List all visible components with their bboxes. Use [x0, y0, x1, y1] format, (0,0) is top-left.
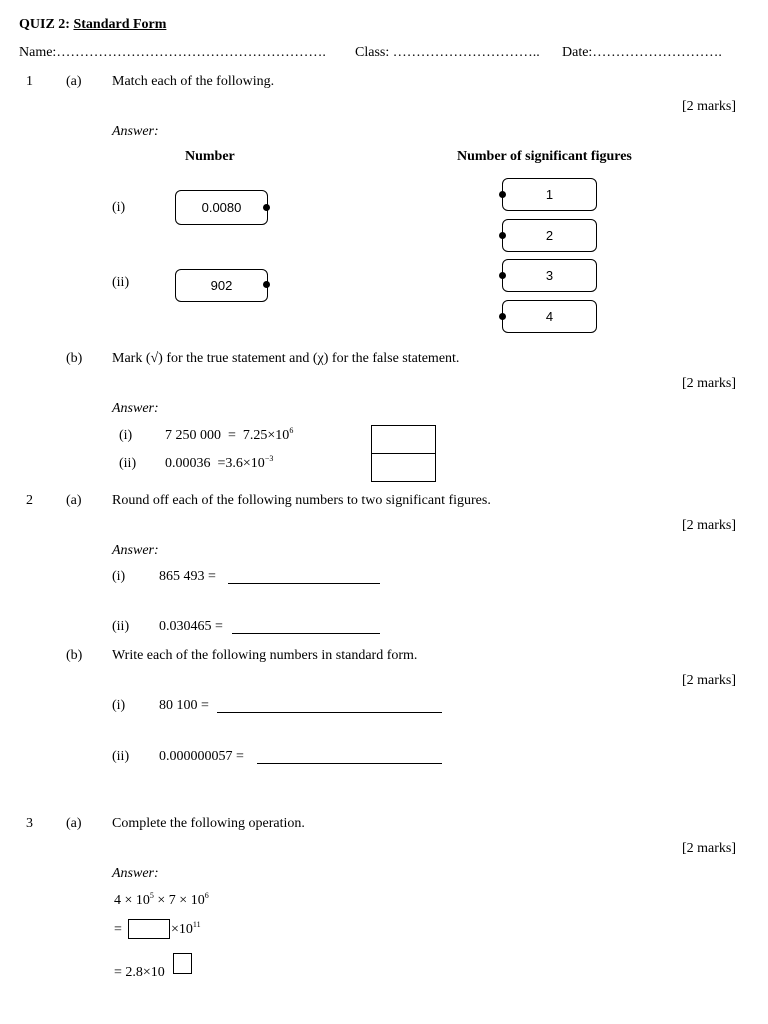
q3a-label: (a) [66, 816, 82, 831]
option-box-3 [502, 259, 597, 292]
option-value-4: 4 [545, 309, 554, 324]
q1b-i-rhs: 7.25×10 [242, 428, 290, 443]
match-dot-902[interactable] [263, 281, 270, 288]
q2b-item-i-expr: 80 100 = [159, 698, 209, 713]
question-3-number: 3 [26, 816, 33, 831]
q2a-answer-label: Answer: [112, 543, 159, 558]
option-value-1: 1 [545, 187, 554, 202]
q1b-ii-eq: = [217, 456, 226, 471]
q1a-text: Match each of the following. [112, 74, 275, 89]
q3a-line1-exp-a: 5 [149, 891, 154, 900]
quiz-title: Standard Form [73, 17, 167, 32]
q2b-answer-line-ii[interactable] [257, 763, 442, 764]
page-title [19, 17, 166, 33]
option-dot-4[interactable] [499, 313, 506, 320]
q3a-text: Complete the following operation. [112, 816, 305, 831]
q2b-answer-line-i[interactable] [217, 712, 442, 713]
q2b-label: (b) [66, 648, 83, 663]
match-box-902 [175, 269, 268, 302]
name-field [19, 45, 326, 61]
q1b-marks: [2 marks] [682, 376, 737, 391]
match-value-0-0080: 0.0080 [201, 200, 242, 215]
option-box-4 [502, 300, 597, 333]
q3a-answer-box-exponent[interactable] [173, 953, 192, 974]
class-field [355, 45, 540, 61]
q1b-ii-rhs: 3.6×10 [225, 456, 265, 471]
true-false-box-i[interactable] [371, 425, 436, 454]
date-dots: ………………………. [592, 45, 722, 60]
q3a-line1-exp-b: 6 [204, 891, 209, 900]
q2a-text: Round off each of the following numbers to two significant figures. [112, 493, 491, 508]
q3a-line1-part-b: × 7 × 10 [157, 893, 205, 908]
q1a-item-i-roman: (i) [112, 200, 126, 215]
q2b-item-i-roman: (i) [112, 698, 126, 713]
column-header-number: Number [185, 149, 235, 164]
q3a-line3-text: = 2.8×10 [114, 965, 165, 980]
true-false-box-ii[interactable] [371, 453, 436, 482]
q2b-item-ii-expr: 0.000000057 = [159, 749, 244, 764]
date-label: Date: [562, 45, 593, 60]
q3a-expression-line1 [114, 893, 209, 909]
column-header-sig-figs: Number of significant figures [457, 149, 632, 164]
match-dot-0-0080[interactable] [263, 204, 270, 211]
q1a-marks: [2 marks] [682, 99, 737, 114]
match-value-902: 902 [210, 278, 233, 293]
q3a-line2-exp: 11 [192, 920, 201, 929]
q2a-item-i-roman: (i) [112, 569, 126, 584]
q1b-i-exp: 6 [289, 426, 294, 435]
quiz-label: QUIZ 2: [19, 17, 70, 32]
q2a-item-ii-roman: (ii) [112, 619, 130, 634]
q1b-ii-lhs: 0.00036 [165, 456, 211, 471]
q2a-item-i-expr: 865 493 = [159, 569, 216, 584]
q2a-answer-line-i[interactable] [228, 583, 380, 584]
option-box-2 [502, 219, 597, 252]
q2a-answer-line-ii[interactable] [232, 633, 380, 634]
option-dot-1[interactable] [499, 191, 506, 198]
q3a-answer-label: Answer: [112, 866, 159, 881]
match-box-0-0080 [175, 190, 268, 225]
q1b-i-eq: = [228, 428, 236, 443]
q1b-answer-label: Answer: [112, 401, 159, 416]
option-value-2: 2 [545, 228, 554, 243]
option-value-3: 3 [545, 268, 554, 283]
q1b-item-ii-roman: (ii) [119, 456, 137, 471]
date-field [562, 45, 722, 61]
q3a-answer-box-coefficient[interactable] [128, 919, 170, 939]
q2a-label: (a) [66, 493, 82, 508]
q3a-marks: [2 marks] [682, 841, 737, 856]
q3a-line1-part-a: 4 × 10 [114, 893, 150, 908]
class-dots: ………………………….. [392, 45, 540, 60]
q2b-text: Write each of the following numbers in standard form. [112, 648, 418, 663]
q1b-i-lhs: 7 250 000 [165, 428, 221, 443]
q1a-label: (a) [66, 74, 82, 89]
class-label: Class: [355, 45, 390, 60]
q1b-statement-ii [165, 456, 273, 472]
q1b-text: Mark (√) for the true statement and (χ) for the false statement. [112, 351, 460, 366]
q2a-marks: [2 marks] [682, 518, 737, 533]
option-box-1 [502, 178, 597, 211]
option-dot-3[interactable] [499, 272, 506, 279]
question-1-number: 1 [26, 74, 33, 89]
q2a-item-ii-expr: 0.030465 = [159, 619, 223, 634]
name-dots: …………………………………………………. [56, 45, 326, 60]
q1a-answer-label: Answer: [112, 124, 159, 139]
name-label: Name: [19, 45, 57, 60]
q2b-item-ii-roman: (ii) [112, 749, 130, 764]
q3a-line2-eq: = [114, 922, 122, 937]
q1b-label: (b) [66, 351, 83, 366]
option-dot-2[interactable] [499, 232, 506, 239]
q1b-ii-exp: −3 [264, 454, 274, 463]
q1b-item-i-roman: (i) [119, 428, 133, 443]
q2b-marks: [2 marks] [682, 673, 737, 688]
q1a-item-ii-roman: (ii) [112, 275, 130, 290]
q3a-line2-text: ×10 [171, 922, 193, 937]
question-2-number: 2 [26, 493, 33, 508]
q3a-line2-rest [171, 922, 201, 938]
q1b-statement-i [165, 428, 293, 444]
